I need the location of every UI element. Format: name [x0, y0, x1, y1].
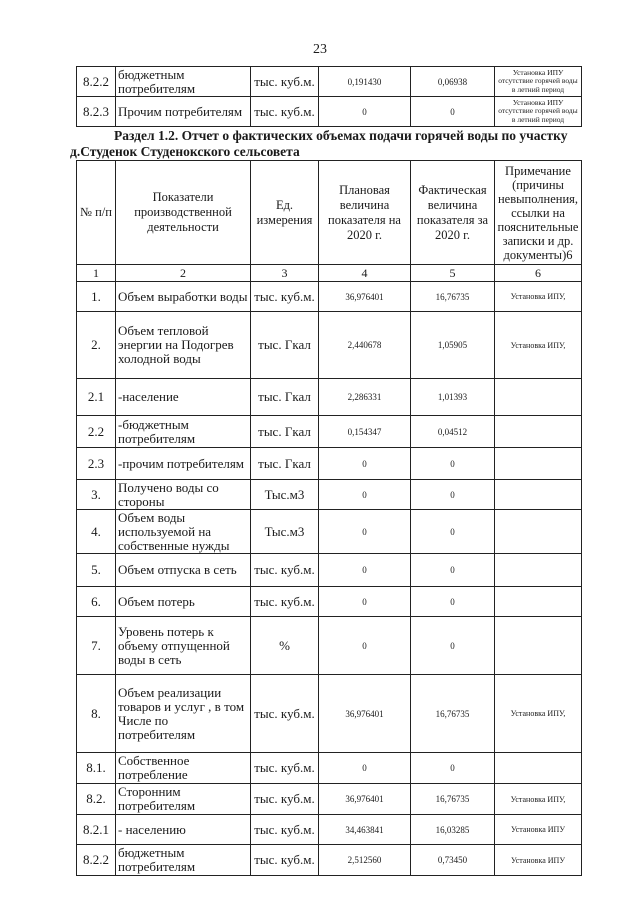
row-fact-value: 1,05905 [411, 312, 495, 379]
row-number: 5. [77, 554, 116, 587]
row-number: 1. [77, 282, 116, 312]
row-indicator: Уровень потерь к объему отпущенной воды в сеть [116, 617, 251, 675]
row-unit: тыс. куб.м. [251, 67, 319, 97]
section-title-line1: Раздел 1.2. Отчет о фактических объемах подачи горячей воды по участку [114, 128, 568, 143]
row-indicator: Объем потерь [116, 587, 251, 617]
row-number: 8.2.2 [77, 845, 116, 876]
row-number: 6. [77, 587, 116, 617]
row-indicator: Получено воды со стороны [116, 480, 251, 510]
table-row [77, 617, 582, 675]
row-unit: тыс. куб.м. [251, 753, 319, 784]
row-number: 2. [77, 312, 116, 379]
header-num: № п/п [77, 161, 116, 265]
header-name: Показатели производственной деятельности [116, 161, 251, 265]
row-indicator: Объем реализации товаров и услуг , в том Числе по потребителям [116, 675, 251, 753]
table-row [77, 480, 582, 510]
continuation-rows [77, 67, 582, 127]
row-unit: тыс. куб.м. [251, 97, 319, 127]
row-number: 2.3 [77, 448, 116, 480]
row-plan-value: 0,154347 [319, 416, 411, 448]
row-indicator: бюджетным потребителям [116, 67, 251, 97]
row-unit: тыс. куб.м. [251, 815, 319, 845]
table-row [77, 815, 582, 845]
row-plan-value: 0 [319, 97, 411, 127]
row-note: Установка ИПУ отсутствие горячей воды в летний период [495, 67, 582, 97]
row-number: 8.1. [77, 753, 116, 784]
row-number: 3. [77, 480, 116, 510]
column-index: 1 [77, 265, 116, 282]
row-fact-value: 16,03285 [411, 815, 495, 845]
row-unit: тыс. Гкал [251, 416, 319, 448]
table-row [77, 587, 582, 617]
row-unit: тыс. куб.м. [251, 554, 319, 587]
row-plan-value: 36,976401 [319, 784, 411, 815]
row-unit: Тыс.м3 [251, 480, 319, 510]
row-note [495, 554, 582, 587]
row-number: 8.2.1 [77, 815, 116, 845]
table-row [77, 784, 582, 815]
row-fact-value: 0 [411, 587, 495, 617]
row-number: 8.2.3 [77, 97, 116, 127]
row-unit: тыс. куб.м. [251, 845, 319, 876]
row-note: Установка ИПУ, [495, 282, 582, 312]
section-title [70, 128, 590, 160]
row-indicator: -население [116, 379, 251, 416]
row-plan-value: 0 [319, 480, 411, 510]
table-header-row [77, 161, 582, 265]
column-index: 2 [116, 265, 251, 282]
row-fact-value: 0,04512 [411, 416, 495, 448]
table-row [77, 282, 582, 312]
header-unit: Ед. измерения [251, 161, 319, 265]
row-indicator: Собственное потребление [116, 753, 251, 784]
row-fact-value: 16,76735 [411, 784, 495, 815]
table-row [77, 67, 582, 97]
row-plan-value: 2,440678 [319, 312, 411, 379]
row-indicator: -прочим потребителям [116, 448, 251, 480]
row-note [495, 617, 582, 675]
row-fact-value: 0 [411, 617, 495, 675]
row-note: Установка ИПУ отсутствие горячей воды в летний период [495, 97, 582, 127]
table-row [77, 379, 582, 416]
row-unit: % [251, 617, 319, 675]
row-fact-value: 0 [411, 97, 495, 127]
row-indicator: Объем тепловой энергии на Подогрев холодной воды [116, 312, 251, 379]
page-number: 23 [313, 42, 327, 57]
row-fact-value: 0 [411, 480, 495, 510]
row-fact-value: 0,06938 [411, 67, 495, 97]
row-plan-value: 0 [319, 554, 411, 587]
row-fact-value: 1,01393 [411, 379, 495, 416]
table-row [77, 753, 582, 784]
row-note [495, 416, 582, 448]
row-note: Установка ИПУ, [495, 312, 582, 379]
row-indicator: Сторонним потребителям [116, 784, 251, 815]
row-fact-value: 0,73450 [411, 845, 495, 876]
row-plan-value: 36,976401 [319, 675, 411, 753]
row-plan-value: 0 [319, 753, 411, 784]
row-indicator: Объем отпуска в сеть [116, 554, 251, 587]
table-row [77, 675, 582, 753]
row-fact-value: 0 [411, 753, 495, 784]
row-indicator: бюджетным потребителям [116, 845, 251, 876]
row-note: Установка ИПУ, [495, 784, 582, 815]
row-fact-value: 16,76735 [411, 282, 495, 312]
row-indicator: Объем выработки воды [116, 282, 251, 312]
row-unit: Тыс.м3 [251, 510, 319, 554]
continuation-table [76, 66, 582, 127]
row-number: 8.2. [77, 784, 116, 815]
table-row [77, 416, 582, 448]
row-unit: тыс. куб.м. [251, 282, 319, 312]
row-note [495, 753, 582, 784]
column-index: 3 [251, 265, 319, 282]
row-unit: тыс. Гкал [251, 448, 319, 480]
row-plan-value: 0 [319, 448, 411, 480]
row-plan-value: 36,976401 [319, 282, 411, 312]
row-indicator: -бюджетным потребителям [116, 416, 251, 448]
row-indicator: Объем воды используемой на собственные нужды [116, 510, 251, 554]
row-number: 8.2.2 [77, 67, 116, 97]
column-index: 5 [411, 265, 495, 282]
table-row [77, 554, 582, 587]
table-row [77, 312, 582, 379]
table-row [77, 448, 582, 480]
report-table [76, 160, 582, 876]
column-index: 6 [495, 265, 582, 282]
table-row [77, 845, 582, 876]
row-note [495, 379, 582, 416]
table-body [77, 282, 582, 876]
row-unit: тыс. куб.м. [251, 587, 319, 617]
row-number: 2.2 [77, 416, 116, 448]
row-number: 7. [77, 617, 116, 675]
row-indicator: - населению [116, 815, 251, 845]
row-plan-value: 0 [319, 510, 411, 554]
table-row [77, 97, 582, 127]
header-plan: Плановая величина показателя на 2020 г. [319, 161, 411, 265]
header-fact: Фактическая величина показателя за 2020 г. [411, 161, 495, 265]
row-note [495, 587, 582, 617]
column-index-row [77, 265, 582, 282]
row-note: Установка ИПУ, [495, 675, 582, 753]
row-note [495, 448, 582, 480]
row-unit: тыс. куб.м. [251, 784, 319, 815]
row-unit: тыс. Гкал [251, 312, 319, 379]
row-plan-value: 34,463841 [319, 815, 411, 845]
row-note [495, 510, 582, 554]
row-fact-value: 0 [411, 448, 495, 480]
row-number: 4. [77, 510, 116, 554]
row-plan-value: 2,512560 [319, 845, 411, 876]
row-plan-value: 0 [319, 587, 411, 617]
row-unit: тыс. Гкал [251, 379, 319, 416]
row-note: Установка ИПУ [495, 815, 582, 845]
row-fact-value: 0 [411, 554, 495, 587]
row-fact-value: 16,76735 [411, 675, 495, 753]
row-plan-value: 0 [319, 617, 411, 675]
section-title-line2: д.Студенок Студенокского сельсовета [70, 144, 300, 159]
row-plan-value: 2,286331 [319, 379, 411, 416]
row-unit: тыс. куб.м. [251, 675, 319, 753]
row-plan-value: 0,191430 [319, 67, 411, 97]
row-fact-value: 0 [411, 510, 495, 554]
header-note: Примечание (причины невыполнения, ссылки на пояснительные записки и др. документы)6 [495, 161, 582, 265]
column-index: 4 [319, 265, 411, 282]
row-note [495, 480, 582, 510]
row-number: 8. [77, 675, 116, 753]
row-note: Установка ИПУ [495, 845, 582, 876]
row-indicator: Прочим потребителям [116, 97, 251, 127]
row-number: 2.1 [77, 379, 116, 416]
table-row [77, 510, 582, 554]
